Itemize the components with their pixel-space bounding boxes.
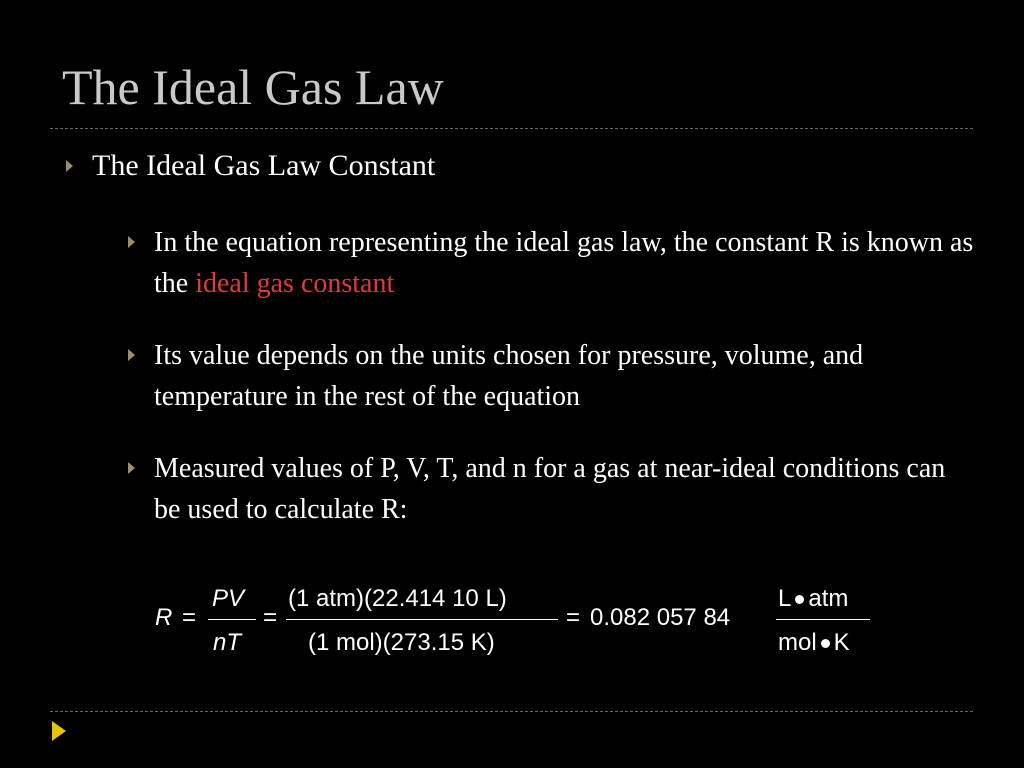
unit-numerator [778, 585, 848, 613]
triangle-bullet-icon [128, 236, 135, 248]
ideal-gas-constant-highlight: ideal gas constant [195, 268, 395, 299]
slide-title: The Ideal Gas Law [62, 59, 444, 115]
sub-bullet-1 [154, 222, 974, 304]
frac1-denominator: nT [213, 629, 242, 656]
unit-liter: L [778, 585, 792, 612]
bullet-main: The Ideal Gas Law Constant [92, 149, 436, 182]
triangle-bullet-icon [128, 462, 135, 474]
eq-equals-2: = [263, 604, 278, 631]
multiply-dot-icon [821, 639, 830, 648]
unit-fraction-line [776, 619, 870, 620]
frac2-line [286, 619, 558, 620]
frac2-denominator: (1 mol)(273.15 K) [308, 629, 495, 656]
triangle-bullet-icon [128, 349, 135, 361]
multiply-dot-icon [795, 595, 804, 604]
triangle-bullet-icon [66, 160, 73, 172]
sub-bullet-3: Measured values of P, V, T, and n for a gas at near-ideal conditions can be used to calculate R: [154, 453, 946, 525]
frac1-numerator: PV [212, 585, 245, 612]
unit-atm: atm [808, 585, 849, 612]
eq-equals-3: = [566, 604, 581, 631]
play-icon[interactable] [52, 721, 66, 741]
frac1-line [208, 619, 256, 620]
bottom-divider [50, 711, 973, 712]
unit-kelvin: K [833, 629, 850, 656]
unit-denominator [778, 629, 850, 657]
unit-mol: mol [778, 629, 817, 656]
eq-lhs: R [155, 604, 173, 631]
eq-equals-1: = [182, 604, 197, 631]
sub-bullet-2: Its value depends on the units chosen for pressure, volume, and temperature in the rest of the equation [154, 340, 864, 412]
frac2-numerator: (1 atm)(22.414 10 L) [288, 585, 507, 612]
top-divider [50, 128, 973, 129]
sub-bullet-1-text: In the equation representing the ideal gas law, the constant R is known as the [154, 227, 974, 299]
eq-value: 0.082 057 84 [590, 604, 731, 631]
